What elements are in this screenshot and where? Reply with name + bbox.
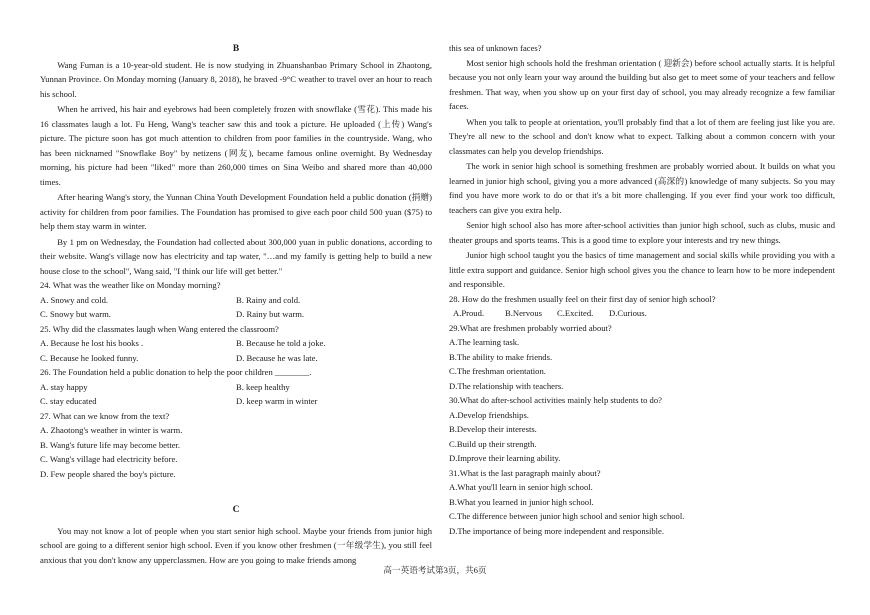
option-24-b: B. Rainy and cold. (236, 294, 301, 305)
option-28-c: C.Excited. (557, 308, 594, 318)
passage-c-paragraph-2: Most senior high schools hold the freshman orientation ( 迎新会) before school actually starts. It is helpful because you not only learn your way around the building but also get to meet some of your teachers and fellow freshmen. That way, when you show up on your first day of school, you may already recognize a few familiar faces. (449, 57, 835, 111)
option-27-d: D. Few people shared the boy's picture. (40, 468, 176, 479)
page-footer: 高一英语考试第3页，共6页 (383, 565, 487, 575)
question-25 (40, 322, 432, 366)
option-28-d: D.Curious. (609, 308, 647, 318)
question-25-stem: 25. Why did the classmates laugh when Wang entered the classroom? (40, 323, 279, 334)
option-24-a: A. Snowy and cold. (40, 294, 109, 305)
passage-c-paragraph-1: You may not know a lot of people when you start senior high school. Maybe your friends from junior high school are going to a different senior high school. Even if you know other freshmen (一年级学生), you still feel anxious that you don't know any upperclassmen. How are you going to make friends among (40, 525, 432, 565)
right-column (449, 0, 835, 538)
option-30-a: A.Develop friendships. (449, 409, 529, 420)
passage-c-paragraph-5: Senior high school also has more after-school activities than junior high school, such as clubs, music and theater groups and sports teams. This is a good time to explore your interests and try new things. (449, 220, 835, 245)
question-30-stem: 30.What do after-school activities mainly help students to do? (449, 395, 662, 405)
option-27-c: C. Wang's village had electricity before. (40, 454, 178, 464)
option-28-a: A.Proud. (453, 308, 485, 318)
passage-b-paragraph-2: When he arrived, his hair and eyebrows had been completely frozen with snowflake (雪花). This made his 16 classmates laugh a lot. Fu Heng, Wang's teacher saw this and took a picture. He uploaded (上传) Wang's picture. The picture soon has got much attention to children from poor families in the countryside. Wang, who has been nicknamed "Snowflake Boy" by netizens (网友), became famous online overnight. By Wednesday morning, his picture had been "liked" more than 260,000 times on Sina Weibo and shared more than 40,000 times. (40, 104, 432, 187)
question-30 (449, 393, 835, 466)
section-b-title: B (232, 44, 240, 54)
option-30-d: D.Improve their learning ability. (449, 453, 561, 463)
passage-b-paragraph-3: After hearing Wang's story, the Yunnan China Youth Development Foundation held a public donation (捐赠) activity for children from poor families. The Foundation has promised to give each poor child 500 yuan ($75) to help them stay warm in winter. (40, 192, 432, 231)
option-26-c: C. stay educated (40, 396, 97, 406)
passage-b-paragraph-1: Wang Fuman is a 10-year-old student. He is now studying in Zhuanshanbao Primary School in Zhaotong, Yunnan Province. On Monday morning (January 8, 2018), he braved -9°C weather to travel over an hour to reach his school. (40, 59, 432, 99)
option-25-a: A. Because he lost his books . (40, 338, 144, 348)
passage-c-paragraph-6: Junior high school taught you the basics of time management and social skills while providing you with a little extra support and guidance. Senior high school gives you the chance to learn how to be more independent and responsible. (449, 250, 835, 289)
question-31-stem: 31.What is the last paragraph mainly about? (449, 467, 601, 478)
question-24-stem: 24. What was the weather like on Monday morning? (40, 280, 221, 290)
option-25-c: C. Because he looked funny. (40, 352, 139, 363)
question-26-stem: 26. The Foundation held a public donation to help the poor children ________. (40, 367, 312, 377)
question-29-stem: 29.What are freshmen probably worried about? (449, 322, 612, 333)
question-28-stem: 28. How do the freshmen usually feel on their first day of senior high school? (449, 293, 716, 304)
option-26-d: D. keep warm in winter (236, 396, 318, 406)
option-31-a: A.What you'll learn in senior high school. (449, 482, 593, 492)
option-24-d: D. Rainy but warm. (236, 309, 305, 319)
question-26 (40, 365, 432, 409)
option-27-b: B. Wang's future life may become better. (40, 439, 181, 450)
passage-c-paragraph-3: When you talk to people at orientation, you'll probably find that a lot of them are feeling just like you are. They're all new to the school and don't know what to expect. Talking about a common concern with your classmates can help you develop friendships. (449, 116, 835, 156)
question-24 (40, 278, 432, 322)
question-28 (449, 292, 835, 321)
option-31-d: D.The importance of being more independent and responsible. (449, 525, 665, 536)
option-25-b: B. Because he told a joke. (236, 338, 326, 348)
option-27-a: A. Zhaotong's weather in winter is warm. (40, 425, 183, 435)
passage-b-paragraph-4: By 1 pm on Wednesday, the Foundation had collected about 300,000 yuan in public donations, according to their website. Wang's village now has electricity and tap water, "…and my family is getting help to build a new house close to the school", Wang said, "I think our life will get better." (40, 236, 432, 276)
option-30-c: C.Build up their strength. (449, 438, 537, 449)
option-25-d: D. Because he was late. (236, 352, 318, 363)
option-29-b: B.The ability to make friends. (449, 351, 553, 362)
option-24-c: C. Snowy but warm. (40, 309, 111, 319)
option-28-b: B.Nervous (505, 308, 542, 318)
passage-c-continuation: this sea of unknown faces? (449, 43, 542, 53)
option-26-b: B. keep healthy (236, 381, 290, 392)
option-29-a: A.The learning task. (449, 337, 520, 347)
question-31 (449, 466, 835, 539)
option-29-d: D.The relationship with teachers. (449, 380, 564, 391)
option-26-a: A. stay happy (40, 381, 88, 392)
option-30-b: B.Develop their interests. (449, 424, 537, 434)
option-31-c: C.The difference between junior high school and senior high school. (449, 511, 685, 521)
question-27-stem: 27. What can we know from the text? (40, 410, 170, 421)
left-column (40, 0, 432, 567)
question-29 (449, 321, 835, 394)
section-c-title: C (232, 505, 240, 515)
passage-c-paragraph-4: The work in senior high school is something freshmen are probably worried about. It builds on what you learned in junior high school, giving you a more advanced (高深的) knowledge of many subjects. So you may find you have more work to do or that it's a bit more challenging. If you ever find your work too difficult, teachers can give you extra help. (449, 161, 835, 215)
question-27 (40, 409, 432, 482)
option-29-c: C.The freshman orientation. (449, 366, 546, 376)
option-31-b: B.What you learned in junior high school. (449, 496, 594, 507)
